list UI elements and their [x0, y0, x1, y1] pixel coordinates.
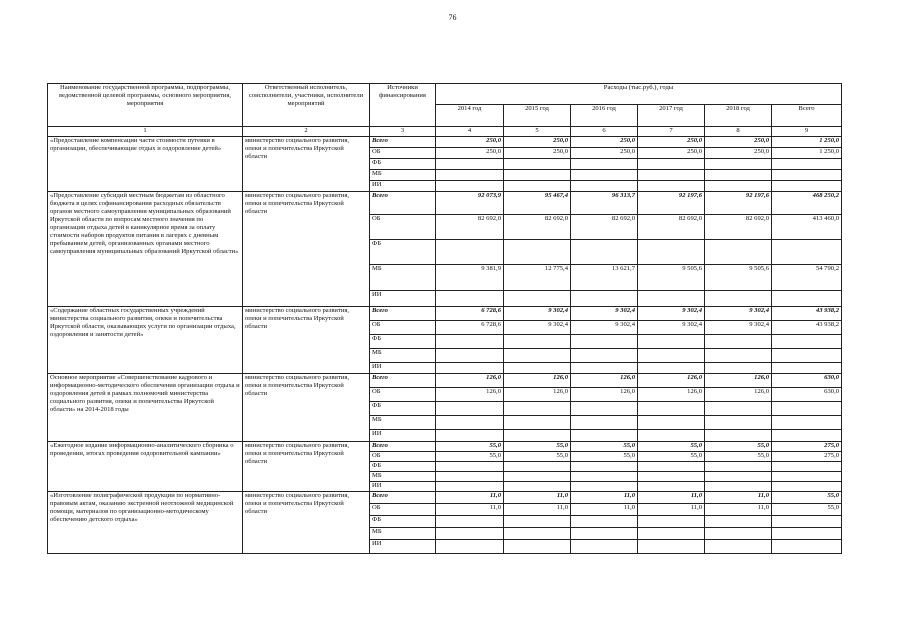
header-expenses: Расходы (тыс.руб.), годы [436, 84, 842, 105]
expense-value: 9 302,4 [705, 321, 772, 335]
responsible-executor: министерство социального развития, опеки и попечительства Иркутской области [243, 374, 370, 442]
expense-value: 55,0 [705, 452, 772, 462]
expense-value [705, 170, 772, 181]
expense-value: 250,0 [436, 137, 504, 148]
expense-value: 9 505,6 [638, 265, 705, 291]
expense-value: 55,0 [638, 442, 705, 452]
funding-source: Всего [370, 307, 436, 321]
expense-value [638, 349, 705, 363]
measure-name: «Содержание областных государственных учреждений министерства социального развития, опеки и попечительства Иркутской области, оказывающих услуги по организации отдыха, оздоровления и занятости детей» [48, 307, 243, 374]
expense-value [705, 159, 772, 170]
expense-value [705, 240, 772, 265]
column-number: 5 [504, 127, 571, 137]
expense-value [705, 181, 772, 192]
funding-source: МБ [370, 265, 436, 291]
expense-value [504, 540, 571, 554]
expense-value [436, 363, 504, 374]
measure-name: «Ежегодное издание информационно-аналитического сборника о проведении, итогах проведения оздоровительной кампании» [48, 442, 243, 492]
funding-source: ИИ [370, 291, 436, 307]
funding-source: ИИ [370, 363, 436, 374]
column-number: 4 [436, 127, 504, 137]
expense-value [638, 170, 705, 181]
expense-value: 82 692,0 [436, 215, 504, 240]
expense-value: 9 302,4 [638, 321, 705, 335]
expense-value: 55,0 [504, 442, 571, 452]
expense-value: 11,0 [504, 504, 571, 516]
expense-value [705, 335, 772, 349]
column-number: 1 [48, 127, 243, 137]
expense-total: 413 460,0 [772, 215, 842, 240]
expense-value [504, 402, 571, 416]
expense-total [772, 240, 842, 265]
expense-value [436, 402, 504, 416]
expense-total [772, 430, 842, 442]
expense-value [638, 482, 705, 492]
header-year: 2015 год [504, 105, 571, 127]
expense-value [705, 528, 772, 540]
expense-value [504, 181, 571, 192]
expense-total [772, 181, 842, 192]
expense-total [772, 349, 842, 363]
expense-value: 126,0 [571, 388, 638, 402]
expense-value [638, 430, 705, 442]
expense-value [638, 416, 705, 430]
expense-value [571, 416, 638, 430]
column-number: 3 [370, 127, 436, 137]
expense-total [772, 335, 842, 349]
expense-value [436, 528, 504, 540]
expense-value [571, 181, 638, 192]
expense-value [571, 240, 638, 265]
expense-value: 9 302,4 [504, 321, 571, 335]
expense-total [772, 416, 842, 430]
expense-value: 11,0 [705, 492, 772, 504]
expense-value: 250,0 [436, 148, 504, 159]
expense-value: 11,0 [436, 492, 504, 504]
expense-value [436, 170, 504, 181]
expense-value [705, 363, 772, 374]
table-row [48, 192, 842, 215]
expense-value [705, 430, 772, 442]
expense-value: 250,0 [705, 137, 772, 148]
expense-value: 126,0 [436, 388, 504, 402]
expense-value: 11,0 [705, 504, 772, 516]
expense-value: 126,0 [571, 374, 638, 388]
expense-value: 250,0 [504, 148, 571, 159]
expense-value: 126,0 [705, 374, 772, 388]
expense-value [571, 335, 638, 349]
funding-source: ОБ [370, 321, 436, 335]
expense-value: 13 621,7 [571, 265, 638, 291]
funding-source: ФБ [370, 335, 436, 349]
expense-value: 11,0 [571, 492, 638, 504]
expense-total [772, 363, 842, 374]
expense-value: 55,0 [436, 442, 504, 452]
expense-total [772, 462, 842, 472]
expense-value [705, 349, 772, 363]
funding-source: ИИ [370, 540, 436, 554]
expense-value [638, 181, 705, 192]
expense-value [436, 430, 504, 442]
expense-value [504, 335, 571, 349]
header-year: 2014 год [436, 105, 504, 127]
expense-value [705, 402, 772, 416]
expense-value: 55,0 [436, 452, 504, 462]
expense-total: 630,0 [772, 388, 842, 402]
expense-value [436, 181, 504, 192]
expense-value [436, 159, 504, 170]
funding-source: ФБ [370, 240, 436, 265]
expense-total [772, 482, 842, 492]
expense-value: 9 302,4 [571, 321, 638, 335]
header-year: 2016 год [571, 105, 638, 127]
expense-value: 11,0 [638, 504, 705, 516]
expense-value [705, 540, 772, 554]
funding-source: МБ [370, 528, 436, 540]
expense-value [571, 402, 638, 416]
expense-value: 6 728,6 [436, 321, 504, 335]
funding-source: Всего [370, 192, 436, 215]
expense-value: 9 302,4 [504, 307, 571, 321]
expense-value [705, 416, 772, 430]
expense-total [772, 540, 842, 554]
expense-value [571, 482, 638, 492]
expense-value: 9 505,6 [705, 265, 772, 291]
expense-total [772, 528, 842, 540]
expense-value: 250,0 [638, 137, 705, 148]
column-number: 2 [243, 127, 370, 137]
expense-value: 11,0 [504, 492, 571, 504]
expense-value: 55,0 [638, 452, 705, 462]
expense-value: 82 692,0 [638, 215, 705, 240]
funding-source: ИИ [370, 181, 436, 192]
expense-value [705, 462, 772, 472]
funding-source: МБ [370, 349, 436, 363]
funding-source: Всего [370, 374, 436, 388]
expense-value [504, 170, 571, 181]
expense-value [705, 516, 772, 528]
expense-value: 96 313,7 [571, 192, 638, 215]
funding-source: Всего [370, 137, 436, 148]
expense-value: 92 197,6 [638, 192, 705, 215]
expense-value [504, 159, 571, 170]
responsible-executor: министерство социального развития, опеки и попечительства Иркутской области [243, 192, 370, 307]
measure-name: «Изготовление полиграфической продукции по нормативно-правовым актам, оказанию экстренной неотложной медицинской помощи, материалов по организационно-методическому обеспечению детского отдыха» [48, 492, 243, 554]
expense-total: 43 938,2 [772, 307, 842, 321]
funding-source: МБ [370, 416, 436, 430]
expense-total [772, 516, 842, 528]
responsible-executor: министерство социального развития, опеки и попечительства Иркутской области [243, 307, 370, 374]
expense-value: 11,0 [436, 504, 504, 516]
expense-value: 250,0 [504, 137, 571, 148]
measure-name: «Предоставление субсидий местным бюджетам из областного бюджета в целях софинансирования расходных обязательств органов местного самоуправления муниципальных образований Иркутской области по вопросам местного значения по организации отдыха детей в каникулярное время за оплату стоимости наборов продуктов питания в лагерях с дневным пребыванием детей, организованных органами местного самоуправления муниципальных образований Иркутской области» [48, 192, 243, 307]
expense-value [638, 363, 705, 374]
expense-value: 9 302,4 [705, 307, 772, 321]
column-number: 8 [705, 127, 772, 137]
expense-value: 250,0 [571, 148, 638, 159]
expense-value: 95 467,4 [504, 192, 571, 215]
budget-table-body [48, 137, 842, 554]
funding-source: ФБ [370, 516, 436, 528]
table-row [48, 137, 842, 148]
measure-name: Основное мероприятие «Совершенствование кадрового и информационно-методического обеспечения организации отдыха и оздоровления детей в рамках полномочий министерства социального развития, опеки и попечительства Иркутской области» на 2014-2018 годы [48, 374, 243, 442]
expense-total: 55,0 [772, 504, 842, 516]
expense-value: 92 073,9 [436, 192, 504, 215]
expense-value [504, 516, 571, 528]
expense-value: 250,0 [571, 137, 638, 148]
page-number: 76 [448, 13, 457, 22]
expense-value: 126,0 [504, 374, 571, 388]
expense-value [436, 540, 504, 554]
funding-source: Всего [370, 492, 436, 504]
expense-value: 55,0 [571, 442, 638, 452]
table-row [48, 492, 842, 504]
responsible-executor: министерство социального развития, опеки и попечительства Иркутской области [243, 442, 370, 492]
expense-value [436, 240, 504, 265]
expense-value: 126,0 [504, 388, 571, 402]
expense-value [571, 349, 638, 363]
expense-total [772, 159, 842, 170]
expense-value [638, 540, 705, 554]
expense-value: 82 692,0 [571, 215, 638, 240]
expense-value: 12 775,4 [504, 265, 571, 291]
funding-source: МБ [370, 472, 436, 482]
expense-total: 630,0 [772, 374, 842, 388]
expense-value: 126,0 [638, 388, 705, 402]
expense-value [705, 291, 772, 307]
column-number: 7 [638, 127, 705, 137]
expense-total: 43 938,2 [772, 321, 842, 335]
expense-value [436, 482, 504, 492]
expense-total: 1 250,0 [772, 148, 842, 159]
expense-value: 126,0 [638, 374, 705, 388]
expense-value [638, 159, 705, 170]
budget-table [47, 83, 842, 554]
expense-value: 126,0 [705, 388, 772, 402]
expense-value [571, 291, 638, 307]
expense-value [436, 462, 504, 472]
expense-value [436, 349, 504, 363]
header-executor: Ответственный исполнитель, соисполнители, участники, исполнители мероприятий [243, 84, 370, 127]
expense-value [504, 349, 571, 363]
expense-value [504, 462, 571, 472]
expense-value [571, 170, 638, 181]
expense-value [504, 416, 571, 430]
expense-total [772, 170, 842, 181]
expense-value: 126,0 [436, 374, 504, 388]
expense-value: 55,0 [571, 452, 638, 462]
funding-source: Всего [370, 442, 436, 452]
expense-value [705, 472, 772, 482]
expense-total: 54 790,2 [772, 265, 842, 291]
header-year: 2018 год [705, 105, 772, 127]
table-row [48, 374, 842, 388]
column-number: 6 [571, 127, 638, 137]
funding-source: ИИ [370, 430, 436, 442]
header-total: Всего [772, 105, 842, 127]
funding-source: ОБ [370, 148, 436, 159]
expense-value [638, 462, 705, 472]
expense-value [436, 516, 504, 528]
funding-source: ОБ [370, 388, 436, 402]
expense-value: 11,0 [638, 492, 705, 504]
expense-value [638, 291, 705, 307]
header-source: Источники финансирования [370, 84, 436, 127]
funding-source: ОБ [370, 504, 436, 516]
expense-value [436, 472, 504, 482]
expense-value [571, 528, 638, 540]
expense-value [571, 472, 638, 482]
expense-value [504, 482, 571, 492]
expense-value [504, 291, 571, 307]
table-row [48, 307, 842, 321]
expense-value: 250,0 [638, 148, 705, 159]
header-name: Наименование государственной программы, подпрограммы, ведомственной целевой программы, основного мероприятия, мероприятия [48, 84, 243, 127]
expense-value [638, 528, 705, 540]
expense-total: 275,0 [772, 452, 842, 462]
measure-name: «Предоставление компенсации части стоимости путевки в организации, обеспечивающие отдых и оздоровление детей» [48, 137, 243, 192]
funding-source: ФБ [370, 462, 436, 472]
expense-value [638, 240, 705, 265]
expense-value [638, 335, 705, 349]
expense-value: 82 692,0 [504, 215, 571, 240]
funding-source: ФБ [370, 159, 436, 170]
expense-value [571, 159, 638, 170]
expense-value [504, 430, 571, 442]
expense-value: 9 302,4 [571, 307, 638, 321]
expense-value [638, 516, 705, 528]
expense-value [705, 482, 772, 492]
funding-source: МБ [370, 170, 436, 181]
expense-value: 55,0 [504, 452, 571, 462]
column-number: 9 [772, 127, 842, 137]
expense-value [436, 291, 504, 307]
expense-value: 6 728,6 [436, 307, 504, 321]
expense-value [504, 240, 571, 265]
expense-value [571, 540, 638, 554]
expense-value: 55,0 [705, 442, 772, 452]
funding-source: ОБ [370, 452, 436, 462]
expense-value [571, 430, 638, 442]
expense-value [436, 416, 504, 430]
expense-value: 92 197,6 [705, 192, 772, 215]
expense-value [571, 363, 638, 374]
expense-total [772, 291, 842, 307]
expense-total [772, 402, 842, 416]
expense-value [571, 516, 638, 528]
expense-value [638, 472, 705, 482]
expense-value: 11,0 [571, 504, 638, 516]
funding-source: ОБ [370, 215, 436, 240]
expense-value [638, 402, 705, 416]
expense-value [504, 528, 571, 540]
expense-value: 250,0 [705, 148, 772, 159]
expense-value: 82 692,0 [705, 215, 772, 240]
table-row [48, 442, 842, 452]
expense-total: 55,0 [772, 492, 842, 504]
expense-value [504, 472, 571, 482]
expense-total [772, 472, 842, 482]
expense-total: 468 250,2 [772, 192, 842, 215]
funding-source: ИИ [370, 482, 436, 492]
expense-value [504, 363, 571, 374]
expense-value [436, 335, 504, 349]
funding-source: ФБ [370, 402, 436, 416]
expense-total: 1 250,0 [772, 137, 842, 148]
expense-total: 275,0 [772, 442, 842, 452]
header-year: 2017 год [638, 105, 705, 127]
expense-value: 9 302,4 [638, 307, 705, 321]
expense-value: 9 381,9 [436, 265, 504, 291]
expense-value [571, 462, 638, 472]
responsible-executor: министерство социального развития, опеки и попечительства Иркутской области [243, 137, 370, 192]
responsible-executor: министерство социального развития, опеки и попечительства Иркутской области [243, 492, 370, 554]
